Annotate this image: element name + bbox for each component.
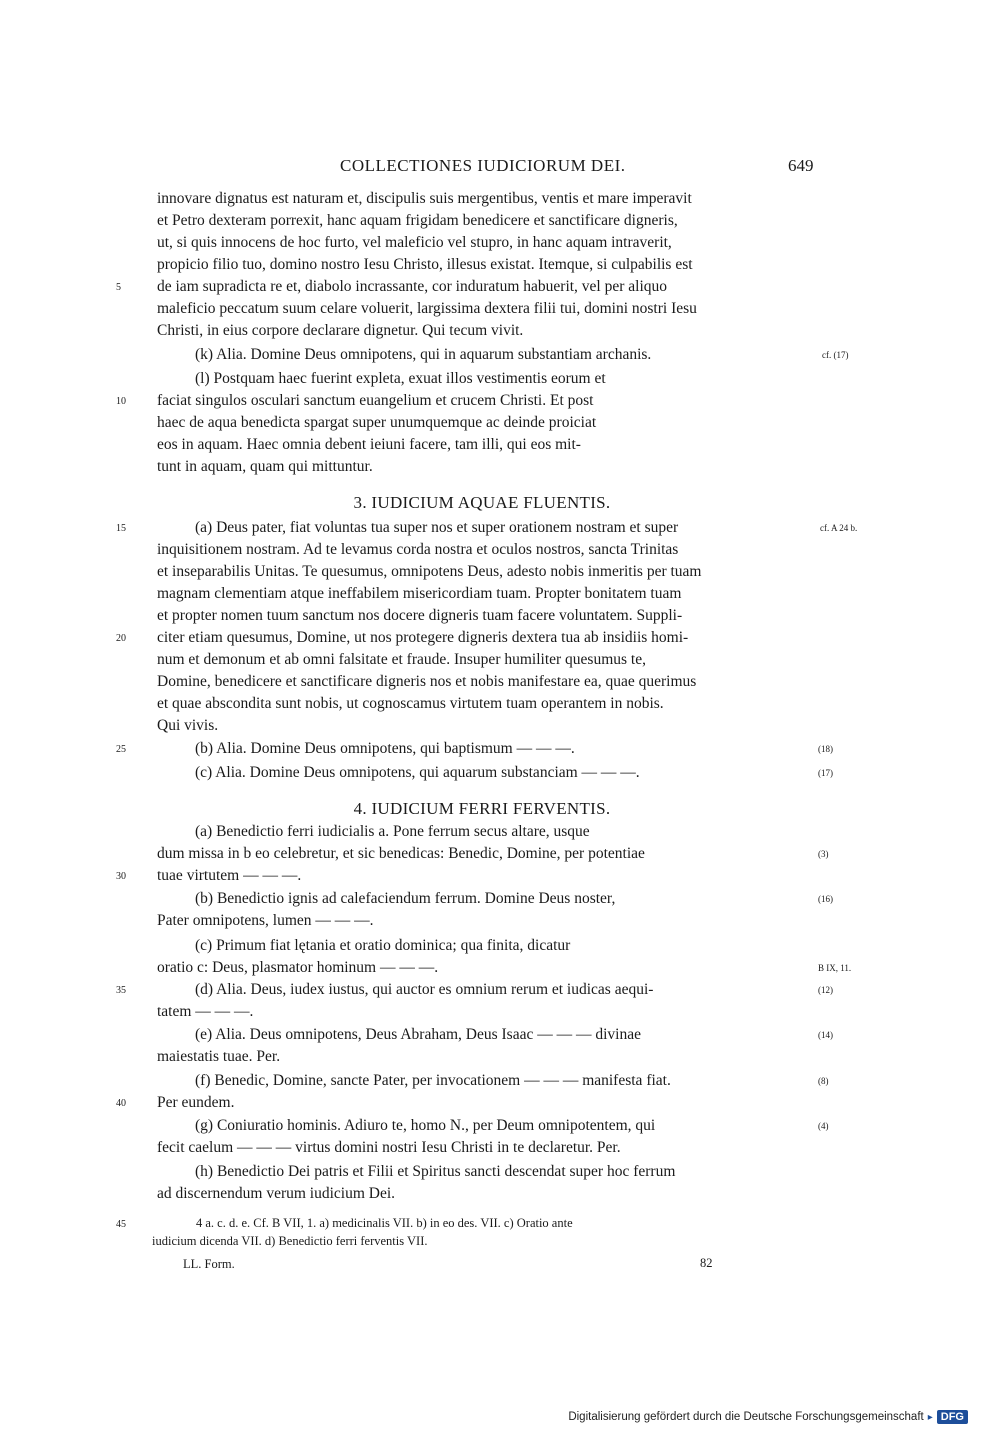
margin-reference: (4): [818, 1121, 829, 1131]
margin-reference: (17): [818, 768, 833, 778]
text-line: (b) Alia. Domine Deus omnipotens, qui baptismum — — —.: [195, 740, 575, 757]
text-line: Per eundem.: [157, 1094, 235, 1111]
margin-reference: (3): [818, 849, 829, 859]
text-line: haec de aqua benedicta spargat super unumquemque ac deinde proiciat: [157, 414, 597, 431]
text-line: oratio c: Deus, plasmator hominum — — —.: [157, 959, 439, 976]
page-number: 649: [788, 156, 814, 175]
arrow-icon: ▸: [927, 1411, 933, 1423]
text-line: (g) Coniuratio hominis. Adiuro te, homo N., per Deum omnipotentem, qui: [195, 1117, 656, 1134]
margin-reference: B IX, 11.: [818, 963, 852, 973]
text-line: ad discernendum verum iudicium Dei.: [157, 1185, 396, 1202]
text-line: (a) Deus pater, fiat voluntas tua super nos et super orationem nostram et super: [195, 519, 679, 536]
line-number: 30: [116, 871, 126, 882]
text-line: maiestatis tuae. Per.: [157, 1048, 281, 1065]
margin-reference: cf. A 24 b.: [820, 523, 858, 533]
text-line: num et demonum et ab omni falsitate et fraude. Insuper humiliter quesumus te,: [157, 651, 646, 668]
footnote-line-1: 4 a. c. d. e. Cf. B VII, 1. a) medicinalis VII. b) in eo des. VII. c) Oratio ante: [196, 1216, 573, 1230]
text-line: (c) Alia. Domine Deus omnipotens, qui aquarum substanciam — — —.: [195, 764, 640, 781]
text-line: tunt in aquam, quam qui mittuntur.: [157, 458, 373, 475]
margin-reference: cf. (17): [822, 350, 849, 360]
text-line: (c) Primum fiat lętania et oratio dominica; qua finita, dicatur: [195, 937, 571, 954]
text-line: faciat singulos osculari sanctum euangelium et crucem Christi. Et post: [157, 392, 594, 409]
text-line: eos in aquam. Haec omnia debent ieiuni facere, tam illi, qui eos mit-: [157, 436, 581, 453]
text-line: (k) Alia. Domine Deus omnipotens, qui in aquarum substantiam archanis.: [195, 346, 652, 363]
line-number: 25: [116, 744, 126, 755]
text-line: (d) Alia. Deus, iudex iustus, qui auctor es omnium rerum et iudicas aequi-: [195, 981, 654, 998]
margin-reference: (18): [818, 744, 833, 754]
line-number: 10: [116, 396, 126, 407]
text-line: propicio filio tuo, domino nostro Iesu Christo, illesus existat. Itemque, si culpabilis est: [157, 256, 693, 273]
footnote-line-number: 45: [116, 1219, 126, 1230]
line-number: 5: [116, 282, 121, 293]
section-heading: 3. IUDICIUM AQUAE FLUENTIS.: [353, 493, 611, 512]
text-line: fecit caelum — — — virtus domini nostri Iesu Christi in te declaretur. Per.: [157, 1139, 621, 1156]
margin-reference: (16): [818, 894, 833, 904]
text-line: et Petro dexteram porrexit, hanc aquam frigidam benedicere et sanctificare digneris,: [157, 212, 678, 229]
text-line: (a) Benedictio ferri iudicialis a. Pone ferrum secus altare, usque: [195, 823, 590, 840]
text-line: (h) Benedictio Dei patris et Filii et Spiritus sancti descendat super hoc ferrum: [195, 1163, 676, 1180]
text-line: maleficio peccatum suum celare voluerit, largissima dextera filii tui, domini nostri Iesu: [157, 300, 697, 317]
line-number: 35: [116, 985, 126, 996]
dfg-logo[interactable]: DFG: [937, 1410, 968, 1424]
footer-text: Digitalisierung gefördert durch die Deutsche Forschungsgemeinschaft: [568, 1411, 924, 1423]
text-line: de iam supradicta re et, diabolo incrassante, cor induratum habuerit, vel per aliquo: [157, 278, 668, 295]
text-line: tatem — — —.: [157, 1003, 254, 1020]
text-line: et propter nomen tuum sanctum nos docere digneris tuam facere voluntatem. Suppli-: [157, 607, 683, 624]
text-line: (l) Postquam haec fuerint expleta, exuat illos vestimentis eorum et: [195, 370, 606, 387]
line-number: 40: [116, 1098, 126, 1109]
text-line: (e) Alia. Deus omnipotens, Deus Abraham, Deus Isaac — — — divinae: [195, 1026, 641, 1043]
margin-reference: (8): [818, 1076, 829, 1086]
text-line: inquisitionem nostram. Ad te levamus corda nostra et oculos nostros, sancta Trinitas: [157, 541, 679, 558]
line-number: 20: [116, 633, 126, 644]
text-line: Christi, in eius corpore declarare dignetur. Qui tecum vivit.: [157, 322, 524, 339]
text-line: dum missa in b eo celebretur, et sic benedicas: Benedic, Domine, per potentiae: [157, 845, 645, 862]
margin-reference: (14): [818, 1030, 833, 1040]
margin-reference: (12): [818, 985, 833, 995]
text-line: Pater omnipotens, lumen — — —.: [157, 912, 374, 929]
text-line: et inseparabilis Unitas. Te quesumus, omnipotens Deus, adesto nobis inmeritis per tuam: [157, 563, 702, 580]
text-line: innovare dignatus est naturam et, discipulis suis mergentibus, ventis et mare imperavit: [157, 190, 692, 207]
text-line: magnam clementiam atque ineffabilem misericordiam tuam. Propter bonitatem tuam: [157, 585, 682, 602]
text-line: citer etiam quesumus, Domine, ut nos protegere digneris dextera tua ab insidiis homi-: [157, 629, 689, 646]
footnote-line-2: iudicium dicenda VII. d) Benedictio ferri ferventis VII.: [152, 1234, 428, 1248]
text-line: Qui vivis.: [157, 717, 219, 734]
sheet-number: 82: [700, 1256, 713, 1270]
text-line: et quae abscondita sunt nobis, ut cognoscamus virtutem tuam operantem in nobis.: [157, 695, 664, 712]
section-heading: 4. IUDICIUM FERRI FERVENTIS.: [353, 799, 611, 818]
dfg-footer[interactable]: [568, 1407, 968, 1427]
text-line: tuae virtutem — — —.: [157, 867, 302, 884]
text-line: (b) Benedictio ignis ad calefaciendum ferrum. Domine Deus noster,: [195, 890, 616, 907]
running-header: COLLECTIONES IUDICIORUM DEI.: [340, 156, 626, 175]
sigla-mark: LL. Form.: [183, 1257, 235, 1271]
text-line: (f) Benedic, Domine, sancte Pater, per invocationem — — — manifesta fiat.: [195, 1072, 671, 1089]
line-number: 15: [116, 523, 126, 534]
text-line: Domine, benedicere et sanctificare digneris nos et nobis manifestare ea, quae querimus: [157, 673, 697, 690]
text-line: ut, si quis innocens de hoc furto, vel maleficio vel stupro, in hanc aquam intraverit,: [157, 234, 672, 251]
